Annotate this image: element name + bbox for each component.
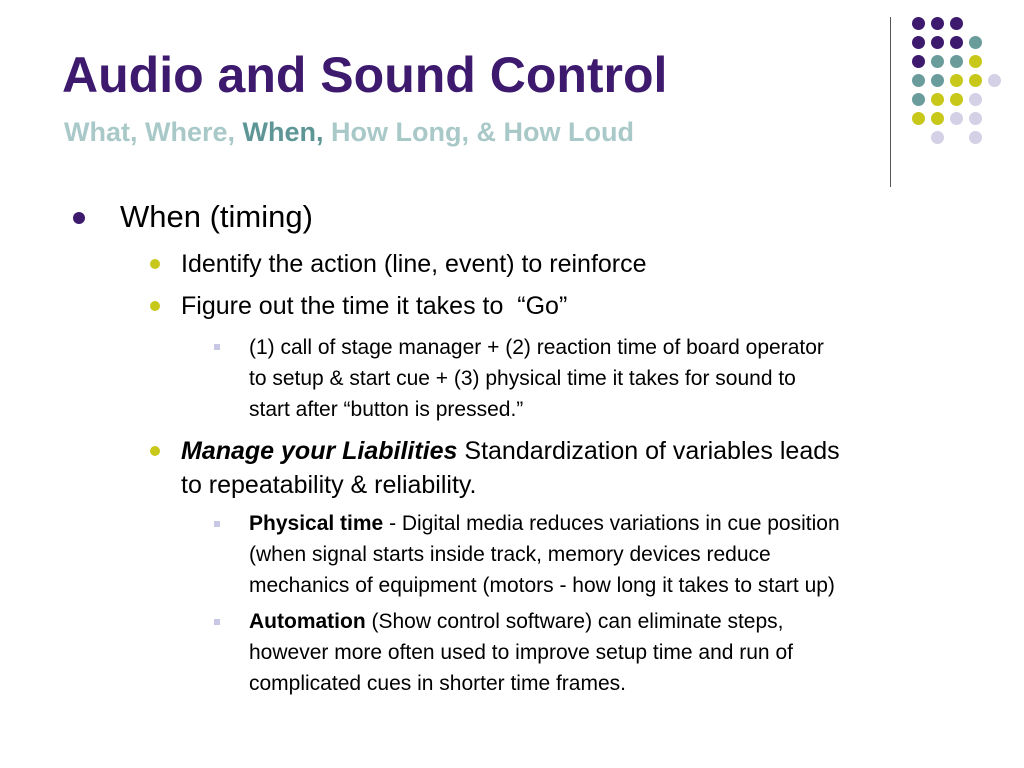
bullet-text-stage-manager-line3: start after “button is pressed.” [249, 398, 524, 421]
bullet-text-when-timing: When (timing) [120, 199, 313, 234]
subtitle-part-what-where: What, Where, [64, 117, 243, 147]
bullet-level2 [150, 301, 160, 311]
bullet-text-automation-line1 [249, 606, 784, 637]
bullet-text-physical-time-line1 [249, 508, 840, 539]
bullet-level2 [150, 446, 160, 456]
bullet-text-physical-time-line3: mechanics of equipment (motors - how long it takes to start up) [249, 574, 835, 597]
subtitle-part-how: How Long, & How Loud [323, 117, 634, 147]
manage-liabilities-text: Standardization of variables leads [457, 437, 840, 465]
bullet-level3 [214, 344, 220, 350]
bullet-text-manage-liabilities-line2: to repeatability & reliability. [181, 471, 477, 499]
slide-title: Audio and Sound Control [62, 47, 668, 103]
automation-text: (Show control software) can eliminate steps, [365, 610, 784, 633]
bullet-text-figure-out: Figure out the time it takes to “Go” [181, 292, 568, 320]
bullet-level1 [73, 212, 85, 224]
bullet-level3 [214, 521, 220, 527]
bullet-text-automation-line3: complicated cues in shorter time frames. [249, 672, 626, 695]
bullet-text-physical-time-line2: (when signal starts inside track, memory devices reduce [249, 543, 771, 566]
bullet-text-automation-line2: however more often used to improve setup time and run of [249, 641, 793, 664]
physical-time-text: - Digital media reduces variations in cue position [383, 512, 840, 535]
bullet-level3 [214, 619, 220, 625]
bullet-text-stage-manager-line1: (1) call of stage manager + (2) reaction time of board operator [249, 336, 824, 359]
automation-heading: Automation [249, 610, 366, 633]
manage-liabilities-heading: Manage your Liabilities [181, 437, 458, 465]
physical-time-heading: Physical time [249, 512, 384, 535]
subtitle-part-when: When, [242, 117, 324, 147]
bullet-level2 [150, 259, 160, 269]
bullet-text-identify: Identify the action (line, event) to reinforce [181, 250, 647, 278]
bullet-text-manage-liabilities [181, 433, 840, 469]
bullet-text-stage-manager-line2: to setup & start cue + (3) physical time it takes for sound to [249, 367, 796, 390]
